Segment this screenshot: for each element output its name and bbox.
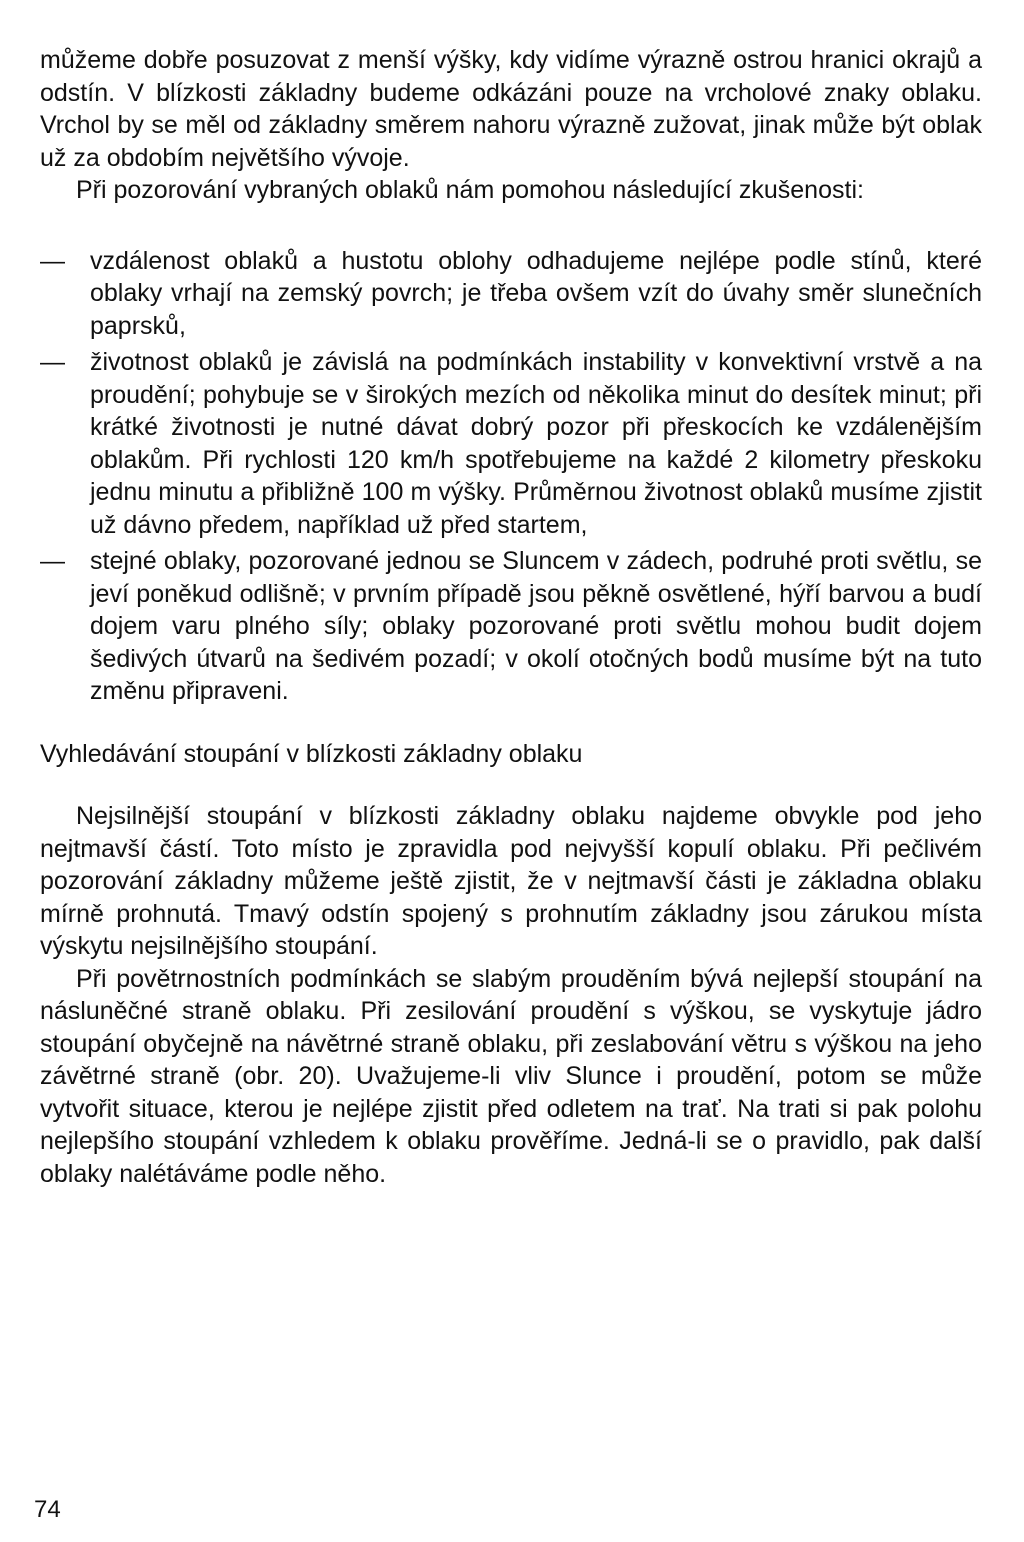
list-item-text: vzdálenost oblaků a hustotu oblohy odhadujeme nejlépe podle stínů, které oblaky vrhají na zemský povrch; je třeba ovšem vzít do úvahy směr slunečních paprsků,: [90, 246, 982, 340]
page-number: 74: [34, 1496, 61, 1523]
list-item-text: životnost oblaků je závislá na podmínkách instability v konvektivní vrstvě a na proudění; pohybuje se v širokých mezích od několika minut do desítek minut; při krátké životnosti je nutné dávat dobrý pozor při přeskocích ke vzdálenějším oblakům. Při rychlosti 120 km/h spotřebujeme na každé 2 kilometry přeskoku jednu minutu a přibližně 100 m výšky. Průměrnou životnost oblaků musíme zjistit už dávno předem, například už před startem,: [90, 348, 982, 539]
list-dash: —: [40, 547, 65, 575]
section-heading: Vyhledávání stoupání v blízkosti základny oblaku: [40, 739, 583, 768]
list-item: [40, 245, 982, 343]
list-dash: —: [40, 348, 65, 376]
intro-paragraph-experiences: Při pozorování vybraných oblaků nám pomohou následující zkušenosti:: [76, 176, 864, 204]
list-item: [40, 346, 982, 541]
section-paragraph: Nejsilnější stoupání v blízkosti základny oblaku najdeme obvykle pod jeho nejtmavší částí. Toto místo je zpravidla pod nejvyšší kopulí oblaku. Při pečlivém pozorování základny můžeme ještě zjistit, že v nejtmavší části je základna oblaku mírně prohnutá. Tmavý odstín spojený s prohnutím základny jsou zárukou místa výskytu nejsilnějšího stoupání.: [40, 802, 982, 960]
list-dash: —: [40, 246, 65, 275]
experience-list: [40, 245, 982, 708]
section-paragraph: Při povětrnostních podmínkách se slabým prouděním bývá nejlepší stoupání na násluněčné straně oblaku. Při zesilování proudění s výškou, se vyskytuje jádro stoupání obyčejně na návětrné straně oblaku, při zeslabování větru s výškou na jeho závětrné straně (obr. 20). Uvažujeme-li vliv Slunce i proudění, potom se může vytvořit situace, kterou je nejlépe zjistit před odletem na trať. Na trati si pak polohu nejlepšího stoupání vzhledem k oblaku prověříme. Jedná-li se o pravidlo, pak další oblaky nalétáváme podle něho.: [40, 964, 982, 1188]
page-body: [40, 44, 982, 1190]
intro-paragraph-continued: můžeme dobře posuzovat z menší výšky, kdy vidíme výrazně ostrou hranici okrajů a odstín. V blízkosti základny budeme odkázáni pouze na vrcholové znaky oblaku. Vrchol by se měl od základny směrem nahoru výrazně zužovat, jinak může být oblak už za obdobím největšího vývoje.: [40, 46, 982, 172]
list-item: [40, 545, 982, 708]
list-item-text: stejné oblaky, pozorované jednou se Sluncem v zádech, podruhé proti světlu, se jeví poněkud odlišně; v prvním případě jsou pěkně osvětlené, hýří barvou a budí dojem varu plného síly; oblaky pozorované proti světlu mohou budit dojem šedivých útvarů na šedivém pozadí; v okolí otočných bodů musíme být na tuto změnu připraveni.: [90, 547, 982, 705]
